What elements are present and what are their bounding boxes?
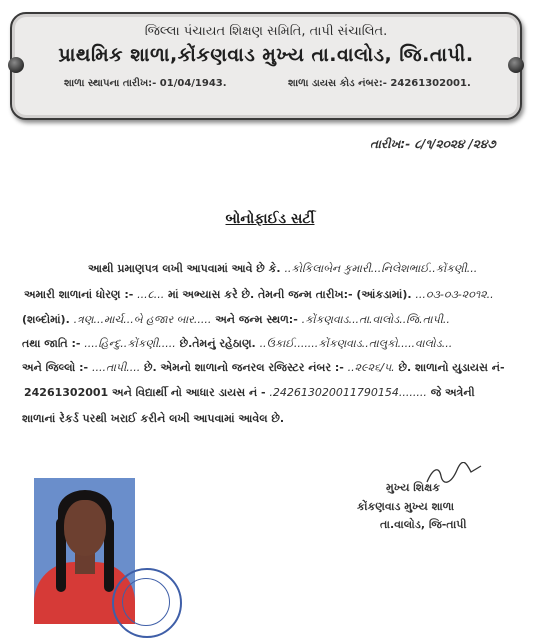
photo-face (64, 500, 106, 556)
signature-school: કોંકણવાડ મુખ્ય શાળા (357, 500, 455, 513)
body-text: છે. એમનો શાળાનો જનરલ રજિસ્ટર નંબર :- (144, 361, 344, 374)
body-text: છે. શાળાનો યુડાયસ નં- (398, 361, 505, 374)
body-line-4 (22, 337, 540, 351)
aadhaar-dise-number: .242613020011790154........ (269, 386, 427, 399)
body-line-6 (24, 386, 540, 400)
body-line-2 (24, 288, 540, 302)
residence: ..ઉકાઈ.......કોંકણવાડ..તાલુકો.....વાલોડ... (259, 337, 453, 350)
school-header-plaque (10, 12, 522, 120)
district: ....તાપી.... (91, 361, 141, 374)
header-school-name: પ્રાથમિક શાળા,કોંકણવાડ મુખ્ય તા.વાલોડ, જિ.તાપી. (58, 44, 474, 66)
certificate-date: તારીખ:- ૮/૧/૨૦૨૪ /૨૪૭ (370, 137, 496, 151)
body-text: છે.તેમનું રહેઠાણ. (179, 337, 256, 350)
header-dise-code: શાળા ડાયસ કોડ નંબર:- 24261302001. (288, 78, 471, 89)
body-text: અમારી શાળાનાં ધોરણ :- (24, 288, 134, 301)
body-line-7: શાળાનાં રેકર્ડ પરથી ખરાઈ કરીને લખી આપવામાં આવેલ છે. (22, 412, 285, 425)
body-text: અને જિલ્લો :- (22, 361, 89, 374)
body-text: અને જન્મ સ્થળ:- (215, 313, 298, 326)
signature-place: તા.વાલોડ, જિ-તાપી (380, 518, 467, 531)
body-text: (શબ્દોમાં). (22, 313, 70, 326)
body-text: માં અભ્યાસ કરે છે. તેમની જન્મ તારીખ:- (આંકડામાં). (168, 288, 412, 301)
birth-date-words: .ત્રણ...માર્ચ...બે હજાર બાર..... (73, 313, 212, 326)
body-text: તથા જાતિ :- (22, 337, 81, 350)
udise-number: 24261302001 (24, 386, 109, 399)
student-standard: ...૮... (137, 288, 165, 301)
student-name: ..કોકિલાબેન કુમારી...નિલેશભાઈ..કોંકણી... (284, 262, 478, 275)
header-district-line: જિલ્લા પંચાયત શિક્ષણ સમિતિ, તાપી સંચાલિત. (144, 24, 388, 39)
body-text: જે અત્રેની (430, 386, 475, 399)
body-line-5 (22, 361, 540, 375)
signature-role: મુખ્ય શિક્ષક (386, 481, 441, 494)
caste: ....હિન્દુ..કોંકણી..... (84, 337, 176, 350)
header-established-date: શાળા સ્થાપના તારીખ:- 01/04/1943. (64, 78, 227, 89)
body-text: આથી પ્રમાણપત્ર લખી આપવામાં આવે છે કે. (88, 262, 281, 275)
body-text: અને વિદ્યાર્થી નો આધાર ડાયસ નં - (112, 386, 266, 399)
body-line-3 (22, 313, 540, 327)
birth-date-digits: ...૦૩-૦૩-૨૦૧૨.. (415, 288, 494, 301)
certificate-title: બોનોફાઈડ સર્ટી (225, 211, 315, 227)
body-line-1 (88, 262, 540, 276)
register-number: ..૨૯૨૬/૫. (347, 361, 395, 374)
school-stamp-icon (112, 568, 182, 638)
birth-place: .કોંકણવાડ...તા.વાલોડ..જિ.તાપી.. (301, 313, 450, 326)
